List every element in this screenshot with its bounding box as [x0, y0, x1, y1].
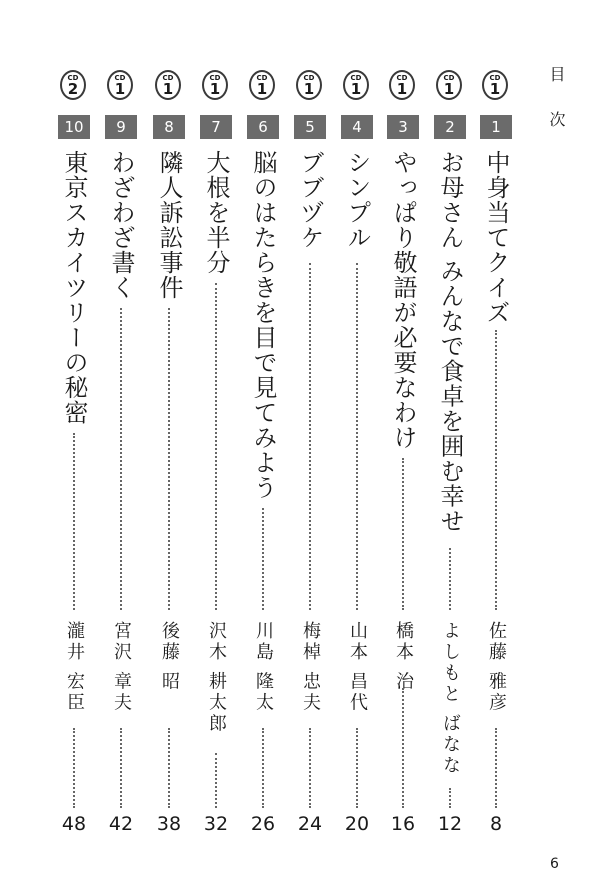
- entry-title: 大根を半分: [202, 150, 230, 275]
- toc-entry[interactable]: [476, 68, 516, 848]
- entry-page: 12: [437, 813, 463, 835]
- dot-leader: [402, 688, 404, 808]
- cd-number: 1: [396, 80, 408, 98]
- dot-leader: [168, 308, 170, 610]
- toc-entry[interactable]: [149, 68, 189, 848]
- cd-icon: CD 1: [155, 70, 181, 100]
- dot-leader: [402, 458, 404, 610]
- entry-title: お母さん みんなで食卓を囲む幸せ: [436, 150, 464, 534]
- cd-number: 1: [303, 80, 315, 98]
- cd-icon: CD 1: [249, 70, 275, 100]
- entry-number: 6: [247, 115, 279, 139]
- dot-leader: [262, 508, 264, 610]
- cd-icon: CD 1: [107, 70, 133, 100]
- dot-leader: [215, 753, 217, 808]
- entry-title: シンプル: [343, 150, 371, 250]
- cd-number: 1: [350, 80, 362, 98]
- dot-leader: [73, 433, 75, 610]
- entry-author: 佐藤 雅彦: [486, 621, 507, 714]
- dot-leader: [120, 728, 122, 808]
- entry-number: 9: [105, 115, 137, 139]
- toc-entry[interactable]: [243, 68, 283, 848]
- entry-page: 38: [156, 813, 182, 835]
- toc-entry[interactable]: [383, 68, 423, 848]
- entry-author: 川島 隆太: [253, 621, 274, 714]
- cd-icon: CD 2: [60, 70, 86, 100]
- cd-number: 1: [443, 80, 455, 98]
- entry-page: 42: [108, 813, 134, 835]
- dot-leader: [215, 283, 217, 610]
- entry-page: 32: [203, 813, 229, 835]
- toc-entry[interactable]: [430, 68, 470, 848]
- toc-entry[interactable]: [54, 68, 94, 848]
- entry-number: 7: [200, 115, 232, 139]
- entry-page: 16: [390, 813, 416, 835]
- dot-leader: [449, 548, 451, 610]
- dot-leader: [309, 263, 311, 610]
- entry-author: 後藤 昭: [159, 621, 180, 693]
- entry-number: 3: [387, 115, 419, 139]
- cd-number: 2: [67, 80, 79, 98]
- toc-entry[interactable]: [337, 68, 377, 848]
- entry-page: 8: [489, 813, 503, 835]
- cd-icon: CD 1: [343, 70, 369, 100]
- toc-entry[interactable]: [196, 68, 236, 848]
- entry-title: 中身当てクイズ: [482, 150, 510, 325]
- entry-number: 4: [341, 115, 373, 139]
- dot-leader: [356, 728, 358, 808]
- dot-leader: [495, 728, 497, 808]
- entry-title: 隣人訴訟事件: [155, 150, 183, 300]
- entry-number: 2: [434, 115, 466, 139]
- entry-author: 沢木 耕太郎: [206, 621, 227, 735]
- dot-leader: [73, 728, 75, 808]
- cd-icon: CD 1: [296, 70, 322, 100]
- page-title: 目 次: [547, 66, 566, 140]
- cd-number: 1: [209, 80, 221, 98]
- cd-icon: CD 1: [436, 70, 462, 100]
- cd-icon: CD 1: [389, 70, 415, 100]
- entry-title: わざわざ書く: [107, 150, 135, 300]
- cd-icon: CD 1: [202, 70, 228, 100]
- entry-author: 橋本 治: [393, 621, 414, 693]
- cd-number: 1: [162, 80, 174, 98]
- entry-author: よしもと ばなな: [440, 621, 461, 777]
- entry-number: 10: [58, 115, 90, 139]
- dot-leader: [449, 788, 451, 808]
- entry-title: 脳のはたらきを目で見てみよう: [249, 150, 277, 500]
- cd-number: 1: [114, 80, 126, 98]
- entry-number: 8: [153, 115, 185, 139]
- toc-entry[interactable]: [101, 68, 141, 848]
- entry-page: 26: [250, 813, 276, 835]
- cd-number: 1: [256, 80, 268, 98]
- dot-leader: [495, 330, 497, 610]
- cd-icon: CD 1: [482, 70, 508, 100]
- entry-author: 梅棹 忠夫: [300, 621, 321, 714]
- entry-title: やっぱり敬語が必要なわけ: [389, 150, 417, 450]
- entry-page: 24: [297, 813, 323, 835]
- dot-leader: [309, 728, 311, 808]
- entry-number: 5: [294, 115, 326, 139]
- dot-leader: [356, 263, 358, 610]
- dot-leader: [120, 308, 122, 610]
- entry-page: 48: [61, 813, 87, 835]
- dot-leader: [168, 728, 170, 808]
- cd-number: 1: [489, 80, 501, 98]
- dot-leader: [262, 728, 264, 808]
- entry-page: 20: [344, 813, 370, 835]
- entry-number: 1: [480, 115, 512, 139]
- entry-author: 宮沢 章夫: [111, 621, 132, 714]
- entry-author: 山本 昌代: [347, 621, 368, 714]
- entry-title: 東京スカイツリーの秘密: [60, 150, 88, 425]
- entry-author: 瀧井 宏臣: [64, 621, 85, 714]
- toc-entry[interactable]: [290, 68, 330, 848]
- entry-title: ブブヅケ: [296, 150, 324, 250]
- page-number: 6: [550, 856, 559, 872]
